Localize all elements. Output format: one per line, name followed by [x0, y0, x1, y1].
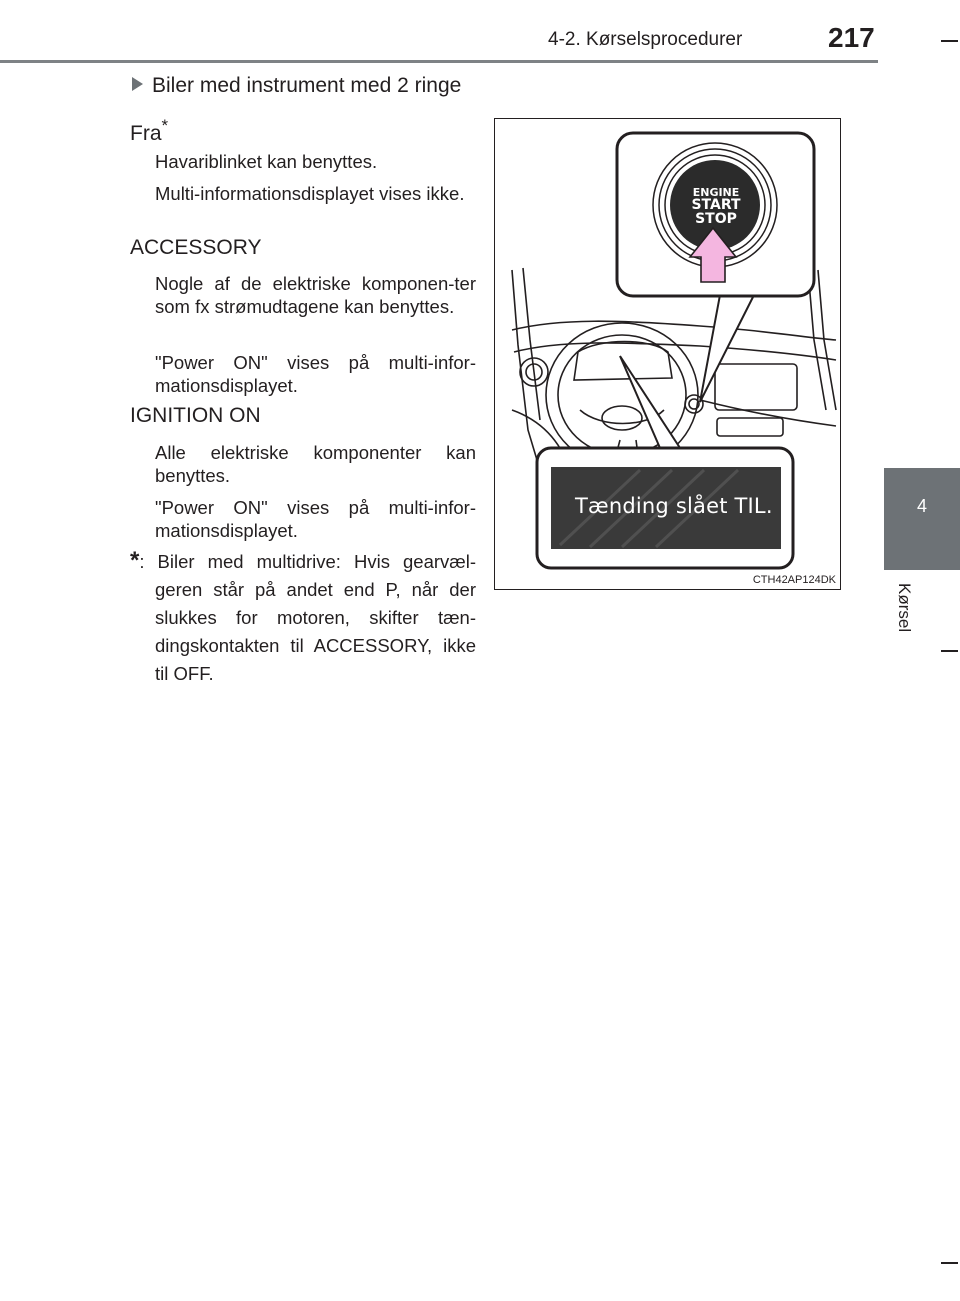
mode-ignition-para-2: "Power ON" vises på multi-infor-mationsdisplayet.: [155, 497, 476, 541]
asterisk-marker: *: [161, 116, 169, 135]
mode-off-para-2: Multi-informationsdisplayet vises ikke.: [155, 183, 465, 204]
heading-text: Biler med instrument med 2 ringe: [152, 74, 462, 97]
mode-title-accessory: ACCESSORY: [130, 236, 262, 259]
chapter-number: 4: [916, 496, 927, 516]
mode-title-ignition-on: IGNITION ON: [130, 404, 261, 427]
section-title: 4-2. Kørselsprocedurer: [548, 29, 743, 50]
footnote-marker: *: [130, 547, 140, 574]
figure-code: CTH42AP124DK: [752, 574, 836, 586]
mode-ignition-para-1: Alle elektriske komponenter kan benyttes.: [155, 442, 476, 486]
mode-accessory-para-2: "Power ON" vises på multi-infor-mationsdisplayet.: [155, 352, 476, 396]
button-label-engine: ENGINE: [692, 186, 740, 199]
mode-off-para-1: Havariblinket kan benyttes.: [155, 151, 378, 172]
callout-pointers: [620, 295, 754, 448]
mode-title-off: Fra*: [130, 116, 169, 145]
mode-accessory-para-1: Nogle af de elektriske komponen-ter som fx strømudtagene kan benyttes.: [155, 273, 476, 317]
page-number: 217: [828, 22, 875, 53]
display-message: Tænding slået TIL.: [575, 494, 773, 518]
footnote-text: : Biler med multidrive: Hvis gearvæl-geren står på andet end P, når der slukkes for motoren, skifter tæn-dingskontakten til ACCESSORY, ikke til OFF.: [139, 551, 476, 684]
chapter-label-text: Kørsel: [895, 583, 914, 633]
button-label-start: START: [691, 197, 741, 213]
button-label-stop: STOP: [695, 211, 737, 227]
